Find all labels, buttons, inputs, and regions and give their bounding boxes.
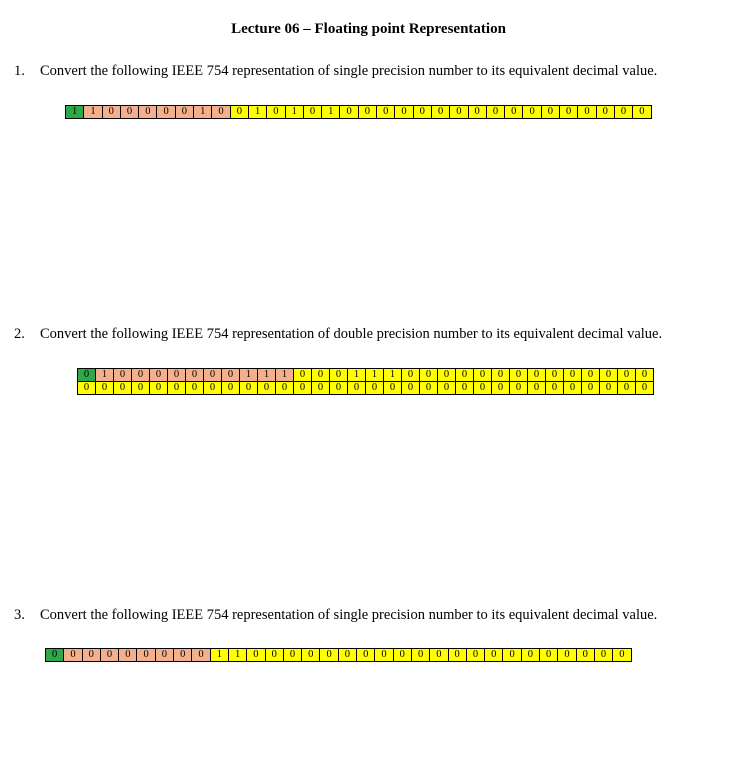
mantissa-bit: 0 bbox=[581, 368, 600, 382]
mantissa-bit: 0 bbox=[358, 105, 377, 119]
exponent-bit: 0 bbox=[211, 105, 230, 119]
mantissa-bit: 0 bbox=[491, 368, 510, 382]
mantissa-bit: 0 bbox=[635, 381, 654, 395]
mantissa-bit: 0 bbox=[339, 105, 358, 119]
mantissa-bit: 0 bbox=[617, 368, 636, 382]
mantissa-bit: 0 bbox=[449, 105, 468, 119]
mantissa-bit: 0 bbox=[448, 648, 467, 662]
mantissa-bit: 1 bbox=[365, 368, 384, 382]
mantissa-bit: 0 bbox=[266, 105, 285, 119]
mantissa-bit: 0 bbox=[329, 368, 348, 382]
mantissa-bit: 0 bbox=[557, 648, 576, 662]
mantissa-bit: 0 bbox=[239, 381, 258, 395]
exponent-bit: 0 bbox=[120, 105, 139, 119]
exponent-bit: 0 bbox=[156, 105, 175, 119]
mantissa-bit: 0 bbox=[246, 648, 265, 662]
mantissa-bit: 0 bbox=[437, 368, 456, 382]
mantissa-bit: 0 bbox=[221, 381, 240, 395]
mantissa-bit: 0 bbox=[599, 368, 618, 382]
mantissa-bit: 0 bbox=[617, 381, 636, 395]
exponent-bit: 0 bbox=[102, 105, 121, 119]
mantissa-bit: 0 bbox=[413, 105, 432, 119]
exponent-bit: 0 bbox=[63, 648, 82, 662]
mantissa-bit: 0 bbox=[275, 381, 294, 395]
exponent-bit: 1 bbox=[275, 368, 294, 382]
mantissa-bit: 0 bbox=[303, 105, 322, 119]
sign-bit: 0 bbox=[45, 648, 64, 662]
question-number: 1. bbox=[14, 63, 25, 79]
mantissa-bit: 0 bbox=[401, 381, 420, 395]
mantissa-bit: 0 bbox=[635, 368, 654, 382]
mantissa-bit: 0 bbox=[393, 648, 412, 662]
mantissa-bit: 0 bbox=[230, 105, 249, 119]
mantissa-bit: 0 bbox=[509, 381, 528, 395]
mantissa-bit: 1 bbox=[383, 368, 402, 382]
exponent-bit: 0 bbox=[82, 648, 101, 662]
mantissa-bit: 0 bbox=[95, 381, 114, 395]
exponent-bit: 1 bbox=[257, 368, 276, 382]
mantissa-bit: 0 bbox=[185, 381, 204, 395]
question-text: Convert the following IEEE 754 representation of single precision number to its equivalent decimal value. bbox=[40, 607, 658, 623]
mantissa-bit: 0 bbox=[394, 105, 413, 119]
mantissa-bit: 0 bbox=[596, 105, 615, 119]
exponent-bit: 0 bbox=[118, 648, 137, 662]
mantissa-bit: 0 bbox=[521, 648, 540, 662]
mantissa-bit: 0 bbox=[594, 648, 613, 662]
bit-row-q2-lower bbox=[77, 381, 654, 395]
mantissa-bit: 0 bbox=[257, 381, 276, 395]
mantissa-bit: 0 bbox=[347, 381, 366, 395]
mantissa-bit: 0 bbox=[614, 105, 633, 119]
mantissa-bit: 0 bbox=[504, 105, 523, 119]
exponent-bit: 0 bbox=[173, 648, 192, 662]
sign-bit: 0 bbox=[77, 368, 96, 382]
mantissa-bit: 0 bbox=[486, 105, 505, 119]
exponent-bit: 0 bbox=[167, 368, 186, 382]
exponent-bit: 1 bbox=[83, 105, 102, 119]
bit-row-q3 bbox=[45, 648, 632, 662]
mantissa-bit: 0 bbox=[356, 648, 375, 662]
mantissa-bit: 0 bbox=[545, 381, 564, 395]
mantissa-bit: 0 bbox=[319, 648, 338, 662]
mantissa-bit: 1 bbox=[347, 368, 366, 382]
mantissa-bit: 0 bbox=[437, 381, 456, 395]
exponent-bit: 1 bbox=[193, 105, 212, 119]
exponent-bit: 0 bbox=[138, 105, 157, 119]
mantissa-bit: 0 bbox=[545, 368, 564, 382]
mantissa-bit: 0 bbox=[311, 368, 330, 382]
mantissa-bit: 0 bbox=[491, 381, 510, 395]
mantissa-bit: 0 bbox=[468, 105, 487, 119]
exponent-bit: 0 bbox=[131, 368, 150, 382]
mantissa-bit: 0 bbox=[419, 381, 438, 395]
mantissa-bit: 0 bbox=[455, 381, 474, 395]
exponent-bit: 0 bbox=[100, 648, 119, 662]
exponent-bit: 0 bbox=[136, 648, 155, 662]
mantissa-bit: 0 bbox=[167, 381, 186, 395]
mantissa-bit: 0 bbox=[383, 381, 402, 395]
mantissa-bit: 0 bbox=[509, 368, 528, 382]
mantissa-bit: 0 bbox=[484, 648, 503, 662]
mantissa-bit: 0 bbox=[374, 648, 393, 662]
mantissa-bit: 0 bbox=[466, 648, 485, 662]
mantissa-bit: 0 bbox=[431, 105, 450, 119]
mantissa-bit: 0 bbox=[473, 368, 492, 382]
mantissa-bit: 0 bbox=[599, 381, 618, 395]
mantissa-bit: 0 bbox=[293, 368, 312, 382]
mantissa-bit: 0 bbox=[429, 648, 448, 662]
mantissa-bit: 1 bbox=[321, 105, 340, 119]
mantissa-bit: 0 bbox=[301, 648, 320, 662]
sign-bit: 1 bbox=[65, 105, 84, 119]
mantissa-bit: 0 bbox=[612, 648, 631, 662]
mantissa-bit: 0 bbox=[365, 381, 384, 395]
mantissa-bit: 0 bbox=[203, 381, 222, 395]
mantissa-bit: 0 bbox=[539, 648, 558, 662]
exponent-bit: 1 bbox=[239, 368, 258, 382]
mantissa-bit: 0 bbox=[502, 648, 521, 662]
mantissa-bit: 0 bbox=[149, 381, 168, 395]
mantissa-bit: 0 bbox=[563, 368, 582, 382]
mantissa-bit: 0 bbox=[563, 381, 582, 395]
mantissa-bit: 0 bbox=[113, 381, 132, 395]
exponent-bit: 0 bbox=[149, 368, 168, 382]
mantissa-bit: 1 bbox=[228, 648, 247, 662]
exponent-bit: 0 bbox=[203, 368, 222, 382]
mantissa-bit: 0 bbox=[401, 368, 420, 382]
mantissa-bit: 0 bbox=[293, 381, 312, 395]
bit-row-q1 bbox=[65, 105, 652, 119]
mantissa-bit: 0 bbox=[559, 105, 578, 119]
page-title: Lecture 06 – Floating point Representation bbox=[231, 21, 506, 37]
exponent-bit: 0 bbox=[191, 648, 210, 662]
mantissa-bit: 1 bbox=[210, 648, 229, 662]
question-2 bbox=[14, 324, 714, 344]
mantissa-bit: 0 bbox=[376, 105, 395, 119]
question-text: Convert the following IEEE 754 representation of double precision number to its equivalent decimal value. bbox=[40, 326, 663, 342]
mantissa-bit: 0 bbox=[283, 648, 302, 662]
mantissa-bit: 0 bbox=[473, 381, 492, 395]
question-3 bbox=[14, 605, 714, 625]
mantissa-bit: 0 bbox=[576, 648, 595, 662]
mantissa-bit: 1 bbox=[285, 105, 304, 119]
question-1 bbox=[14, 61, 714, 81]
mantissa-bit: 0 bbox=[541, 105, 560, 119]
mantissa-bit: 0 bbox=[581, 381, 600, 395]
exponent-bit: 1 bbox=[95, 368, 114, 382]
mantissa-bit: 0 bbox=[265, 648, 284, 662]
mantissa-bit: 0 bbox=[522, 105, 541, 119]
mantissa-bit: 0 bbox=[77, 381, 96, 395]
exponent-bit: 0 bbox=[221, 368, 240, 382]
exponent-bit: 0 bbox=[155, 648, 174, 662]
mantissa-bit: 0 bbox=[131, 381, 150, 395]
mantissa-bit: 0 bbox=[527, 368, 546, 382]
mantissa-bit: 0 bbox=[329, 381, 348, 395]
mantissa-bit: 0 bbox=[419, 368, 438, 382]
bit-row-q2-upper bbox=[77, 368, 654, 382]
exponent-bit: 0 bbox=[113, 368, 132, 382]
mantissa-bit: 0 bbox=[411, 648, 430, 662]
mantissa-bit: 1 bbox=[248, 105, 267, 119]
question-number: 3. bbox=[14, 607, 25, 623]
question-number: 2. bbox=[14, 326, 25, 342]
mantissa-bit: 0 bbox=[577, 105, 596, 119]
mantissa-bit: 0 bbox=[632, 105, 651, 119]
mantissa-bit: 0 bbox=[455, 368, 474, 382]
exponent-bit: 0 bbox=[185, 368, 204, 382]
mantissa-bit: 0 bbox=[311, 381, 330, 395]
exponent-bit: 0 bbox=[175, 105, 194, 119]
mantissa-bit: 0 bbox=[527, 381, 546, 395]
mantissa-bit: 0 bbox=[338, 648, 357, 662]
question-text: Convert the following IEEE 754 representation of single precision number to its equivalent decimal value. bbox=[40, 63, 658, 79]
